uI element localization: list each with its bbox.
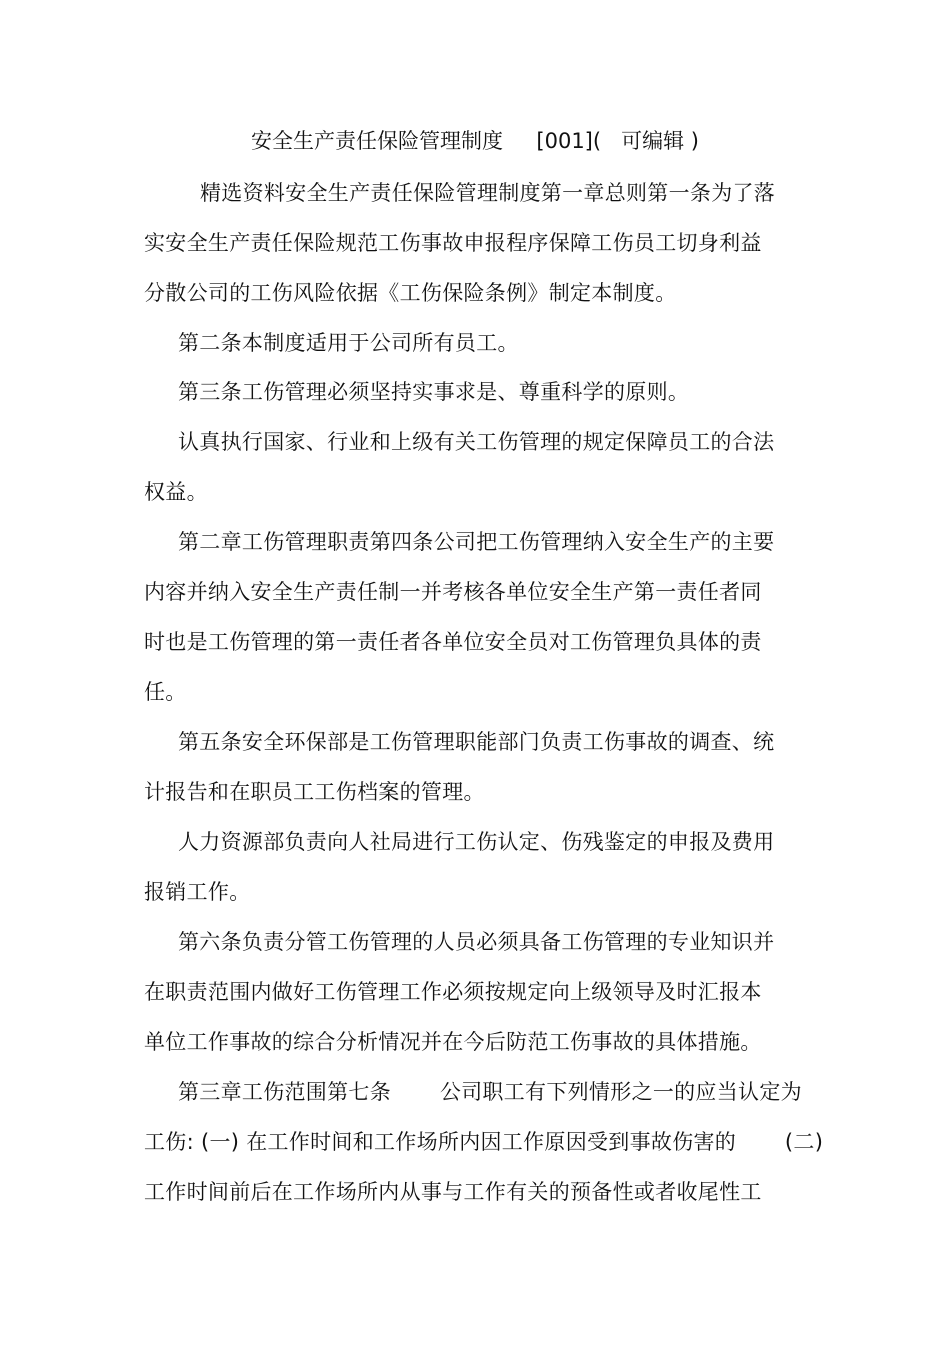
paragraph-line: 第三条工伤管理必须坚持实事求是、尊重科学的原则。 (178, 380, 690, 404)
paragraph-line: 时也是工伤管理的第一责任者各单位安全员对工伤管理负具体的责 (144, 630, 762, 654)
paragraph-line: 单位工作事故的综合分析情况并在今后防范工伤事故的具体措施。 (144, 1030, 762, 1054)
paragraph-line: 工作时间前后在工作场所内从事与工作有关的预备性或者收尾性工 (144, 1180, 762, 1204)
paragraph-line: 第六条负责分管工伤管理的人员必须具备工伤管理的专业知识并 (178, 930, 775, 954)
paragraph-line: 分散公司的工伤风险依据《工伤保险条例》制定本制度。 (144, 281, 677, 305)
paragraph-line: 计报告和在职员工工伤档案的管理。 (144, 780, 485, 804)
paragraph-line: 内容并纳入安全生产责任制一并考核各单位安全生产第一责任者同 (144, 580, 762, 604)
paragraph-line: 第五条安全环保部是工伤管理职能部门负责工伤事故的调查、统 (178, 730, 775, 754)
paragraph-line: 精选资料安全生产责任保险管理制度第一章总则第一条为了落 (200, 181, 776, 205)
paragraph-line: 任。 (144, 680, 187, 704)
paragraph-line: 实安全生产责任保险规范工伤事故申报程序保障工伤员工切身利益 (144, 231, 762, 255)
paragraph-line: 在职责范围内做好工伤管理工作必须按规定向上级领导及时汇报本 (144, 980, 762, 1004)
paragraph-line: 报销工作。 (144, 880, 251, 904)
paragraph-line: 人力资源部负责向人社局进行工伤认定、伤残鉴定的申报及费用 (178, 830, 775, 854)
document-title: 安全生产责任保险管理制度 [001]( 可编辑 ) (251, 129, 699, 153)
paragraph-line: 第二条本制度适用于公司所有员工。 (178, 331, 519, 355)
paragraph-line: 权益。 (144, 480, 208, 504)
paragraph-line: 认真执行国家、行业和上级有关工伤管理的规定保障员工的合法 (178, 430, 775, 454)
paragraph-line: 第二章工伤管理职责第四条公司把工伤管理纳入安全生产的主要 (178, 530, 775, 554)
paragraph-line: 工伤: (一) 在工作时间和工作场所内因工作原因受到事故伤害的 (二) (144, 1130, 824, 1154)
paragraph-line: 第三章工伤范围第七条 公司职工有下列情形之一的应当认定为 (178, 1080, 802, 1104)
